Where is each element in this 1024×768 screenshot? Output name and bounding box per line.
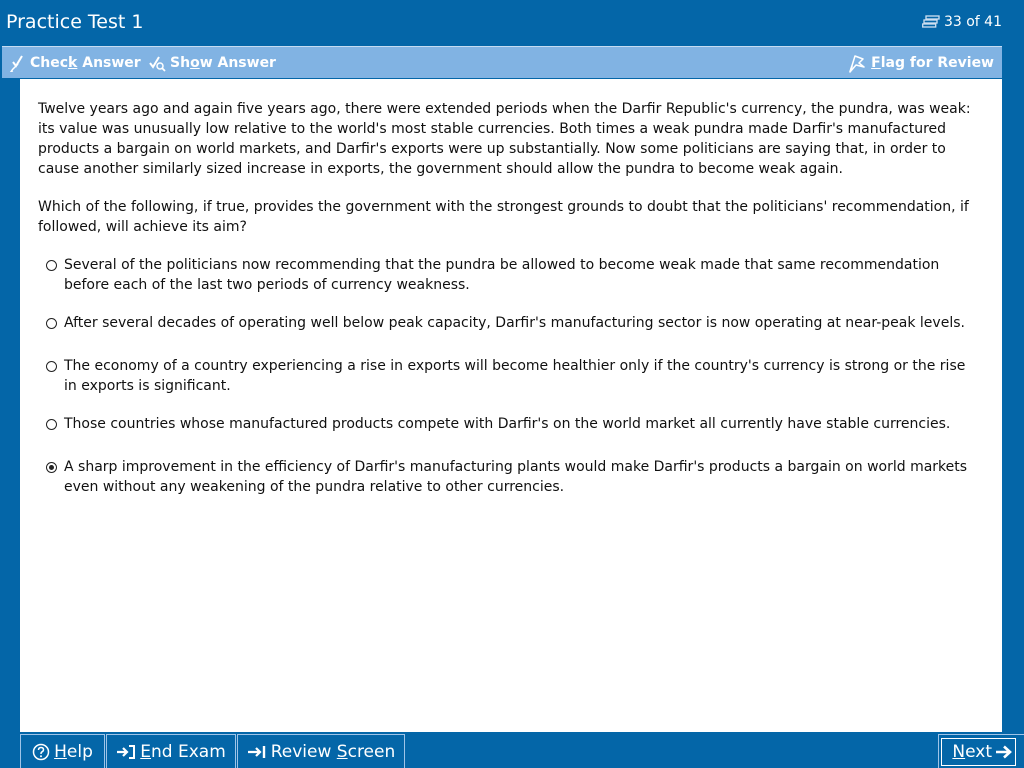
flag-for-review-label: Flag for Review bbox=[871, 54, 994, 71]
end-exam-icon bbox=[116, 744, 136, 760]
answer-option-a[interactable] bbox=[46, 255, 976, 295]
answer-option-d-text: Those countries whose manufactured products compete with Darfir's on the world market all currently have stable currencies. bbox=[64, 416, 951, 432]
flag-icon bbox=[847, 53, 867, 73]
test-title: Practice Test 1 bbox=[6, 11, 144, 33]
check-pencil-icon bbox=[10, 54, 26, 72]
next-label: Next bbox=[952, 742, 992, 762]
check-answer-button[interactable] bbox=[10, 47, 141, 78]
radio-button-b[interactable] bbox=[46, 318, 57, 329]
show-answer-button[interactable] bbox=[148, 47, 276, 78]
check-answer-label: Check Answer bbox=[30, 54, 141, 71]
answer-option-e[interactable] bbox=[46, 457, 976, 497]
show-answer-icon bbox=[148, 54, 166, 72]
show-answer-label: Show Answer bbox=[170, 54, 276, 71]
answer-option-c[interactable] bbox=[46, 356, 976, 396]
answer-option-e-text: A sharp improvement in the efficiency of Darfir's manufacturing plants would make Darfir's products a bargain on world markets even without any weakening of the pundra relative to other currencies. bbox=[64, 459, 968, 495]
end-exam-label: End Exam bbox=[140, 741, 226, 762]
radio-button-c[interactable] bbox=[46, 361, 57, 372]
flag-for-review-button[interactable] bbox=[847, 47, 994, 78]
help-label: Help bbox=[54, 741, 93, 762]
answer-option-d[interactable] bbox=[46, 414, 976, 434]
title-bar bbox=[0, 0, 1024, 45]
answer-option-b[interactable] bbox=[46, 313, 976, 333]
next-button[interactable] bbox=[941, 738, 1016, 766]
question-counter bbox=[922, 13, 1002, 31]
arrow-right-icon bbox=[995, 744, 1013, 760]
answer-option-c-text: The economy of a country experiencing a rise in exports will become healthier only if the country's currency is strong or the rise in exports is significant. bbox=[64, 358, 966, 394]
question-passage: Twelve years ago and again five years ago, there were extended periods when the Darfir Republic's currency, the pundra, was weak: its value was unusually low relative to the world's most stable currencies. Both times a weak pundra made Darfir's manufactured products a bargain on world markets, and Darfir's exports were up substantially. Now some politicians are saying that, in order to cause another similarly sized increase in exports, the government should allow the pundra to become weak again. bbox=[38, 101, 971, 177]
answer-option-a-text: Several of the politicians now recommending that the pundra be allowed to become weak made that same recommendation before each of the last two periods of currency weakness. bbox=[64, 257, 940, 293]
end-exam-button[interactable] bbox=[106, 734, 236, 768]
review-screen-button[interactable] bbox=[237, 734, 405, 768]
review-arrow-icon bbox=[247, 744, 267, 760]
question-stem: Which of the following, if true, provides the government with the strongest grounds to doubt that the politicians' recommendation, if followed, will achieve its aim? bbox=[38, 199, 969, 235]
answer-option-b-text: After several decades of operating well below peak capacity, Darfir's manufacturing sector is now operating at near-peak levels. bbox=[64, 315, 965, 331]
help-icon bbox=[32, 743, 50, 761]
radio-button-d[interactable] bbox=[46, 419, 57, 430]
question-counter-text: 33 of 41 bbox=[943, 14, 1002, 30]
toolbar bbox=[2, 46, 1002, 78]
bottom-bar bbox=[20, 732, 1024, 768]
radio-button-a[interactable] bbox=[46, 260, 57, 271]
question-panel bbox=[20, 79, 1002, 732]
radio-button-e[interactable] bbox=[46, 462, 57, 473]
review-screen-label: Review Screen bbox=[270, 741, 396, 762]
pages-icon bbox=[922, 15, 940, 29]
help-button[interactable] bbox=[20, 734, 105, 768]
